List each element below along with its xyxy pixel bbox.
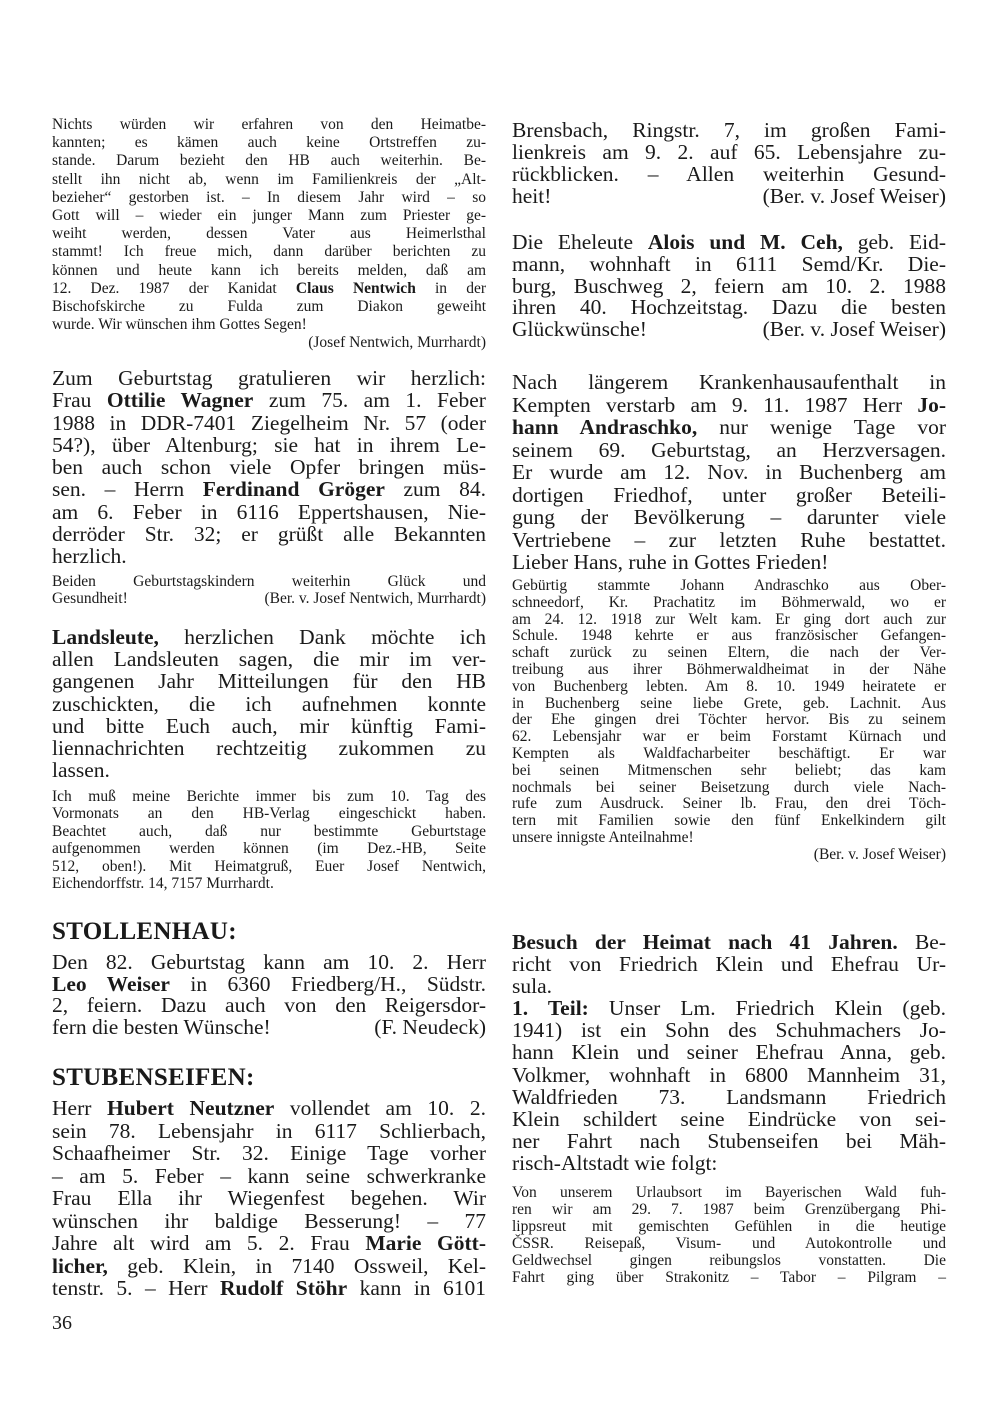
text-line — [52, 1142, 486, 1165]
text-run: herzlichen Dank möchte ich — [158, 625, 486, 649]
text-line — [512, 953, 946, 975]
brensbach-birthday — [512, 119, 946, 207]
text-run: unsere innigste Anteilnahme! — [512, 828, 694, 846]
text-line — [52, 298, 486, 316]
travel-report — [512, 1184, 946, 1286]
bold-name: licher, — [52, 1253, 108, 1278]
bold-name: Alois und M. Ceh, — [647, 230, 843, 254]
text-run: Herr — [52, 1096, 108, 1120]
text-line — [52, 840, 486, 857]
text-line — [512, 439, 946, 462]
text-run: Lieber Hans, ruhe in Gottes Frieden! — [512, 550, 829, 574]
text-run: geb. Klein, in 7140 Ossweil, Kel- — [107, 1253, 486, 1278]
text-line — [52, 1187, 486, 1210]
text-run: Fahrt ging über Strakonitz – Tabor – Pilgram – — [512, 1269, 946, 1286]
text-line — [512, 696, 946, 713]
text-line — [512, 628, 946, 645]
text-line — [52, 523, 486, 545]
text-run: Schule. 1948 kehrte er aus französischer Gefangen- — [512, 627, 946, 645]
text-line — [52, 715, 486, 737]
text-run: zum 84. — [384, 477, 486, 502]
bold-name: Jo- — [917, 392, 946, 417]
text-run: derröder Str. 32; er grüßt alle Bekannten — [52, 522, 486, 547]
text-run: ben auch schon viele Opfer bringen müs- — [52, 455, 486, 480]
text-line — [52, 334, 486, 352]
text-line — [512, 1019, 946, 1041]
text-line — [52, 1232, 486, 1255]
text-line — [52, 693, 486, 715]
text-line — [512, 645, 946, 662]
text-line — [52, 918, 486, 946]
text-line — [52, 737, 486, 759]
text-run: Zum Geburtstag gratulieren wir herzlich: — [52, 366, 486, 390]
bold-name: Landsleute, — [52, 625, 159, 649]
heimat-letter — [52, 116, 486, 353]
text-line — [512, 141, 946, 163]
obituary-details — [512, 578, 946, 864]
text-run: Kempten verstarb am 9. 11. 1987 Herr — [512, 392, 918, 417]
text-run: 2, feiern. Dazu auch von den Reigersdor- — [52, 993, 486, 1017]
credit-attribution: (Ber. v. Josef Weiser) — [762, 184, 946, 208]
text-line — [52, 367, 486, 389]
text-run: in der — [415, 279, 486, 297]
text-line — [512, 578, 946, 595]
text-line — [512, 1235, 946, 1252]
text-run: herzlich. — [52, 544, 127, 569]
bold-name: Marie Gött- — [365, 1231, 486, 1255]
text-line — [52, 545, 486, 567]
text-run: 54?), über Altenburg; sie hat in ihrem Le- — [52, 432, 486, 457]
text-run: 1941) ist ein Sohn des Schuhmachers Jo- — [512, 1018, 946, 1043]
text-run: Unser Lm. Friedrich Klein (geb. — [588, 996, 946, 1021]
text-run: am 6. Feber in 6116 Eppertshausen, Nie- — [52, 499, 486, 524]
credit-attribution: (Ber. v. Josef Weiser) — [762, 317, 946, 342]
text-run: Beachtet auch, daß nur bestimmte Geburtstage — [52, 822, 486, 840]
text-run: Den 82. Geburtstag kann am 10. 2. Herr — [52, 950, 486, 974]
article-heimat-visit — [512, 931, 946, 1174]
text-line — [512, 484, 946, 507]
text-run: von Buchenberg lebten. Am 8. 10. 1949 heiratete er — [512, 677, 946, 695]
text-run: 512, oben!). Mit Heimatgruß, Euer Josef Nentwich, — [52, 857, 486, 875]
text-run: Er wurde am 12. Nov. in Buchenberg am — [512, 460, 946, 484]
text-line — [52, 478, 486, 500]
text-run: lassen. — [52, 758, 110, 783]
text-line — [52, 875, 486, 892]
text-line — [512, 729, 946, 746]
text-run: richt von Friedrich Klein und Ehefrau Ur- — [512, 952, 946, 977]
text-line — [512, 780, 946, 797]
text-run: am 24. 12. 1918 zur Welt kam. Er ging dort auch zur — [512, 610, 946, 628]
text-run: Nichts würden wir erfahren von den Heimatbe- — [52, 116, 486, 133]
text-line — [52, 189, 486, 207]
text-run: wünschen ihr baldige Besserung! – 77 — [52, 1208, 486, 1233]
text-run: (Josef Nentwich, Murrhardt) — [308, 334, 486, 352]
text-line — [512, 763, 946, 780]
text-run: in Buchenberg seine liebe Grete, geb. Lachnit. Aus — [512, 694, 946, 712]
text-run: wurde. Wir wünschen ihm Gottes Segen! — [52, 316, 307, 334]
text-line — [512, 796, 946, 813]
text-line — [52, 1165, 486, 1188]
text-run: nochmals bei seiner Beisetzung durch viele Nach- — [512, 778, 946, 796]
text-run: Waldfrieden 73. Landsmann Friedrich — [512, 1084, 946, 1109]
text-run: liennachrichten rechtzeitig zukommen zu — [52, 736, 486, 761]
section-heading-stollenhau — [52, 918, 486, 946]
text-line — [512, 185, 946, 207]
page-number: 36 — [52, 1312, 72, 1334]
text-run: ner Fahrt nach Stubenseifen bei Mäh- — [512, 1128, 946, 1153]
text-run: ren wir am 29. 7. 1987 beim Grenzübergang Phi- — [512, 1201, 946, 1218]
text-run: gung der Bevölkerung – darunter viele — [512, 505, 946, 529]
text-run: stande. Darum bezieht den HB auch weiterhin. Be- — [52, 152, 486, 170]
text-line — [512, 251, 946, 276]
text-run: ČSSR. Reisepaß, Visum- und Autokontrolle und — [512, 1235, 946, 1252]
text-run: lippsreut mit gemischten Gefühlen in die heutige — [512, 1218, 946, 1235]
text-line — [512, 163, 946, 185]
text-line — [52, 280, 486, 298]
credit-attribution: (Ber. v. Josef Nentwich, Murrhardt) — [264, 590, 486, 607]
text-line — [512, 1218, 946, 1235]
text-run: Volkmer, wohnhaft in 6800 Mannheim 31, — [512, 1062, 946, 1087]
text-run: Beiden Geburtstagskindern weiterhin Glück und — [52, 573, 486, 590]
text-run: bei seinen Mitmenschen sehr beliebt; das kam — [512, 761, 946, 779]
bold-name: hann Andraschko, — [512, 415, 698, 439]
bold-name: Rudolf Stöhr — [220, 1276, 348, 1300]
text-line — [52, 573, 486, 590]
line-text — [52, 1014, 271, 1039]
text-line — [52, 1064, 486, 1092]
text-run: gangenen Jahr Mitteilungen für den HB — [52, 669, 486, 694]
obituary-andraschko — [512, 371, 946, 574]
wedding-anniversary — [512, 232, 946, 341]
text-line — [52, 1277, 486, 1300]
text-line — [512, 662, 946, 679]
credit-attribution: (F. Neudeck) — [374, 1014, 486, 1039]
text-line — [52, 952, 486, 974]
text-run: nur wenige Tage vor — [697, 415, 946, 439]
bold-name: Besuch der Heimat nach 41 Jahren. — [512, 930, 898, 954]
text-line — [512, 1130, 946, 1152]
text-run: Vormonats an den HB-Verlag eingeschickt haben. — [52, 805, 486, 823]
text-run: Jahre alt wird am 5. 2. Frau — [52, 1231, 366, 1255]
stubenseifen-news — [52, 1097, 486, 1300]
text-run: schneedorf, Kr. Prachatitz im Böhmerwald, wo er — [512, 593, 946, 611]
text-run: vollendet am 10. 2. — [274, 1096, 487, 1120]
text-run: mann, wohnhaft in 6111 Semd/Kr. Die- — [512, 251, 946, 276]
text-line — [512, 997, 946, 1019]
text-run: stammt! Ich freue mich, dann darüber berichten zu — [52, 243, 486, 261]
text-line — [52, 243, 486, 261]
text-run: heit! — [512, 184, 552, 208]
text-run: burg, Buschweg 2, feiern am 10. 2. 1988 — [512, 273, 946, 298]
text-line — [512, 529, 946, 552]
text-line — [52, 1210, 486, 1233]
text-run: sen. – Herrn — [52, 477, 203, 502]
line-text — [512, 319, 647, 341]
text-line — [52, 858, 486, 875]
text-line — [52, 171, 486, 189]
text-run: tern mit Familien sowie den fünf Enkelkindern gilt — [512, 812, 946, 830]
text-line — [52, 207, 486, 225]
birthday-wishes — [52, 573, 486, 607]
text-run: seinem 69. Geburtstag, an Herzversagen. — [512, 437, 946, 462]
text-run: kann in 6101 — [347, 1276, 486, 1300]
bold-name: Claus Nentwich — [295, 279, 416, 297]
text-line — [512, 461, 946, 484]
text-run: Glückwünsche! — [512, 317, 647, 342]
text-line — [52, 152, 486, 170]
text-line — [52, 971, 486, 996]
text-run: Gebürtig stammte Johann Andraschko aus Ober- — [512, 577, 946, 594]
text-run: geb. Eid- — [842, 230, 946, 254]
text-run: fern die besten Wünsche! — [52, 1014, 271, 1039]
text-run: tenstr. 5. – Herr — [52, 1276, 220, 1300]
text-line — [52, 501, 486, 523]
text-line — [512, 232, 946, 254]
text-line — [512, 1201, 946, 1218]
text-run: Von unserem Urlaubsort im Bayerischen Wald fuh- — [512, 1184, 946, 1201]
text-run: in 6360 Friedberg/H., Südstr. — [169, 971, 486, 996]
text-run: Frau Ella ihr Wiegenfest begehen. Wir — [52, 1186, 486, 1210]
text-line — [512, 1041, 946, 1063]
text-line — [512, 371, 946, 394]
text-line — [52, 648, 486, 670]
text-line — [512, 1086, 946, 1108]
text-run: – am 5. Feber – kann seine schwerkranke — [52, 1163, 486, 1188]
text-run: Gott will – wieder ein junger Mann zum Priester ge- — [52, 207, 486, 225]
text-line — [52, 788, 486, 805]
text-run: rufe zum Ausdruck. Seiner lb. Frau, den drei Töch- — [512, 795, 946, 813]
text-run: 1988 in DDR-7401 Ziegelheim Nr. 57 (oder — [52, 410, 486, 435]
text-line — [52, 759, 486, 781]
text-line — [512, 1184, 946, 1201]
text-run: rückblicken. – Allen weiterhin Gesund- — [512, 162, 946, 186]
line-text — [52, 590, 128, 607]
text-run: Bischofskirche zu Fulda zum Diakon geweiht — [52, 298, 486, 316]
text-line — [512, 679, 946, 696]
bold-name: Ottilie Wagner — [106, 388, 254, 413]
text-line — [512, 273, 946, 298]
text-line — [52, 1014, 486, 1039]
text-line — [512, 119, 946, 141]
text-run: 12. Dez. 1987 der Kanidat — [52, 279, 296, 297]
text-run: zuschickten, die ich aufnehmen konnte — [52, 691, 486, 716]
text-line — [512, 551, 946, 574]
text-line — [52, 134, 486, 152]
text-run: kannten; es kämen auch keine Ortstreffen zu- — [52, 134, 486, 152]
text-line — [512, 830, 946, 847]
text-line — [512, 1064, 946, 1086]
text-run: sula. — [512, 974, 553, 999]
text-line — [512, 712, 946, 729]
text-run: bezieher“ gestorben ist. – In diesem Jahr wird – so — [52, 188, 486, 206]
text-run: aufgenommen werden können (im Dez.-HB, Seite — [52, 840, 486, 858]
text-run: Vertriebene – zur letzten Ruhe bestattet. — [512, 527, 946, 552]
section-heading-stubenseifen — [52, 1064, 486, 1092]
text-run: können und heute kann ich bereits melden, daß am — [52, 261, 486, 279]
text-line — [512, 612, 946, 629]
text-run: schaft zurück zu seinen Eltern, die nach der Ver- — [512, 644, 946, 662]
text-run: der Ehe gingen drei Töchter hervor. Bis zu seinem — [512, 711, 946, 729]
text-line — [512, 1108, 946, 1130]
text-run: Kempten als Waldfacharbeiter beschäftigt. Er war — [512, 744, 946, 762]
text-line — [52, 590, 486, 607]
text-line — [512, 595, 946, 612]
text-run: Ich muß meine Berichte immer bis zum 10. Tag des — [52, 788, 486, 805]
text-run: STOLLENHAU: — [52, 918, 237, 945]
text-run: Die Eheleute — [512, 230, 648, 254]
text-run: STUBENSEIFEN: — [52, 1064, 255, 1091]
text-line — [52, 225, 486, 243]
line-text — [512, 185, 551, 207]
text-run: Brensbach, Ringstr. 7, im großen Fami- — [512, 118, 946, 142]
text-run: Gesundheit! — [52, 590, 128, 607]
text-run: risch-Altstadt wie folgt: — [512, 1150, 718, 1175]
text-line — [512, 813, 946, 830]
text-line — [52, 823, 486, 840]
text-line — [52, 805, 486, 822]
text-line — [512, 394, 946, 417]
text-line — [52, 412, 486, 434]
text-line — [52, 456, 486, 478]
text-line — [52, 262, 486, 280]
text-line — [512, 1269, 946, 1286]
text-line — [52, 434, 486, 456]
text-run: zum 75. am 1. Feber — [253, 388, 486, 413]
text-run: lienkreis am 9. 2. auf 65. Lebensjahre zu- — [512, 140, 946, 164]
text-run: dortigen Friedhof, unter großer Beteili- — [512, 482, 946, 507]
text-run: treibung aus ihrer Böhmerwaldheimat in der Nähe — [512, 660, 946, 678]
text-run: Be- — [897, 930, 946, 954]
text-run: Geldwechsel gingen reibungslos vonstatten. Die — [512, 1252, 946, 1269]
text-line — [512, 416, 946, 439]
text-line — [512, 319, 946, 341]
text-line — [52, 995, 486, 1017]
text-line — [52, 1120, 486, 1143]
text-line — [512, 746, 946, 763]
text-run: Eichendorffstr. 14, 7157 Murrhardt. — [52, 875, 274, 893]
stollenhau-news — [52, 952, 486, 1038]
text-run: ihren 40. Hochzeitstag. Dazu die besten — [512, 295, 946, 320]
text-run: und bitte Euch auch, mir künftig Fami- — [52, 713, 486, 738]
bold-name: Hubert Neutzner — [107, 1096, 275, 1120]
text-line — [52, 316, 486, 334]
text-line — [512, 975, 946, 997]
text-run: hann Klein und seiner Ehefrau Anna, geb. — [512, 1040, 946, 1065]
deadline-note — [52, 788, 486, 892]
text-run: Frau — [52, 388, 107, 413]
text-run: Schaafheimer Str. 32. Einige Tage vorher — [52, 1141, 486, 1165]
landsleute-thanks — [52, 626, 486, 781]
text-run: allen Landsleuten sagen, die mir im ver- — [52, 647, 486, 672]
text-run: Klein schildert seine Eindrücke von sei- — [512, 1106, 946, 1131]
text-line — [512, 1152, 946, 1174]
text-run: stellt ihn nicht ab, wenn im Familienkreis der „Alt- — [52, 170, 486, 188]
text-run: sein 78. Lebensjahr in 6117 Schlierbach, — [52, 1118, 486, 1143]
text-line — [52, 626, 486, 648]
birthday-greetings — [52, 367, 486, 568]
text-line — [512, 847, 946, 864]
text-line — [52, 116, 486, 134]
text-line — [52, 389, 486, 411]
text-line — [512, 506, 946, 529]
text-run: (Ber. v. Josef Weiser) — [813, 845, 946, 863]
text-line — [512, 1252, 946, 1269]
text-line — [52, 1255, 486, 1278]
text-line — [512, 297, 946, 319]
text-run: weiht werden, dessen Vater aus Heimerlsthal — [52, 225, 486, 243]
text-run: Nach längerem Krankenhausaufenthalt in — [512, 370, 946, 394]
text-line — [512, 931, 946, 953]
text-line — [52, 670, 486, 692]
text-run: 62. Lebensjahr war er beim Forstamt Kürnach und — [512, 728, 946, 746]
bold-name: Ferdinand Gröger — [202, 477, 385, 502]
text-line — [52, 1097, 486, 1120]
bold-name: 1. Teil: — [512, 996, 589, 1021]
bold-name: Leo Weiser — [52, 971, 170, 996]
